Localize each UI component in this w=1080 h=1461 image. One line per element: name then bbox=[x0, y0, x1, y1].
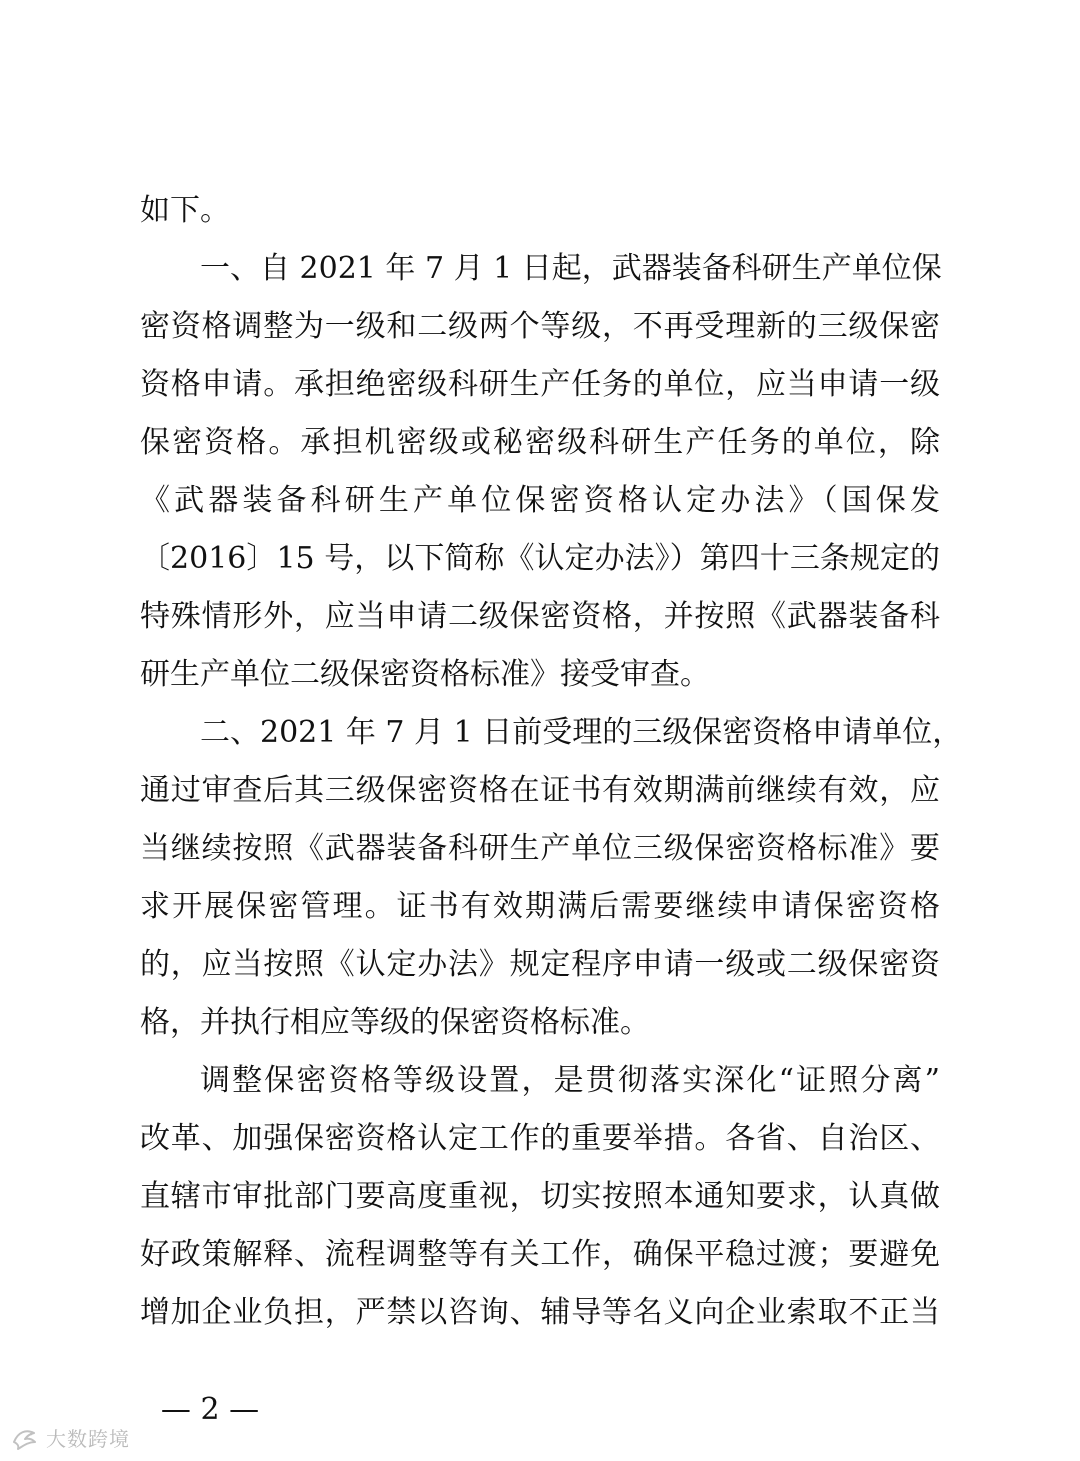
body-line: 格，并执行相应等级的保密资格标准。 bbox=[140, 1005, 650, 1040]
body-line: 调整保密资格等级设置，是贯彻落实深化“证照分离” bbox=[200, 1063, 940, 1098]
watermark bbox=[10, 1423, 160, 1455]
body-line: 的，应当按照《认定办法》规定程序申请一级或二级保密资 bbox=[140, 947, 940, 982]
body-line: 如下。 bbox=[140, 193, 230, 228]
body-line: 二、2021 年 7 月 1 日前受理的三级保密资格申请单位， bbox=[200, 715, 963, 750]
body-line: 研生产单位二级保密资格标准》接受审查。 bbox=[140, 657, 710, 692]
body-line: 好政策解释、流程调整等有关工作，确保平稳过渡；要避免 bbox=[140, 1237, 940, 1272]
body-line: 当继续按照《武器装备科研生产单位三级保密资格标准》要 bbox=[140, 831, 940, 866]
page-number: — 2 — bbox=[160, 1392, 260, 1427]
body-line: 求开展保密管理。证书有效期满后需要继续申请保密资格 bbox=[140, 889, 940, 924]
watermark-text: 大数跨境 bbox=[46, 1427, 130, 1451]
body-line: 增加企业负担，严禁以咨询、辅导等名义向企业索取不正当 bbox=[140, 1295, 940, 1330]
body-line: 密资格调整为一级和二级两个等级，不再受理新的三级保密 bbox=[140, 309, 940, 344]
body-line: 一、自 2021 年 7 月 1 日起，武器装备科研生产单位保 bbox=[200, 251, 942, 286]
body-line: 保密资格。承担机密级或秘密级科研生产任务的单位，除 bbox=[140, 425, 940, 460]
body-line: 直辖市审批部门要高度重视，切实按照本通知要求，认真做 bbox=[140, 1179, 940, 1214]
body-line: 《武器装备科研生产单位保密资格认定办法》（国保发 bbox=[140, 483, 940, 518]
body-line: 资格申请。承担绝密级科研生产任务的单位，应当申请一级 bbox=[140, 367, 940, 402]
bird-logo-icon bbox=[10, 1424, 40, 1454]
body-line: 改革、加强保密资格认定工作的重要举措。各省、自治区、 bbox=[140, 1121, 940, 1156]
body-line: 通过审查后其三级保密资格在证书有效期满前继续有效，应 bbox=[140, 773, 940, 808]
body-line: 〔2016〕15 号，以下简称《认定办法》）第四十三条规定的 bbox=[140, 541, 940, 576]
body-line: 特殊情形外，应当申请二级保密资格，并按照《武器装备科 bbox=[140, 599, 940, 634]
